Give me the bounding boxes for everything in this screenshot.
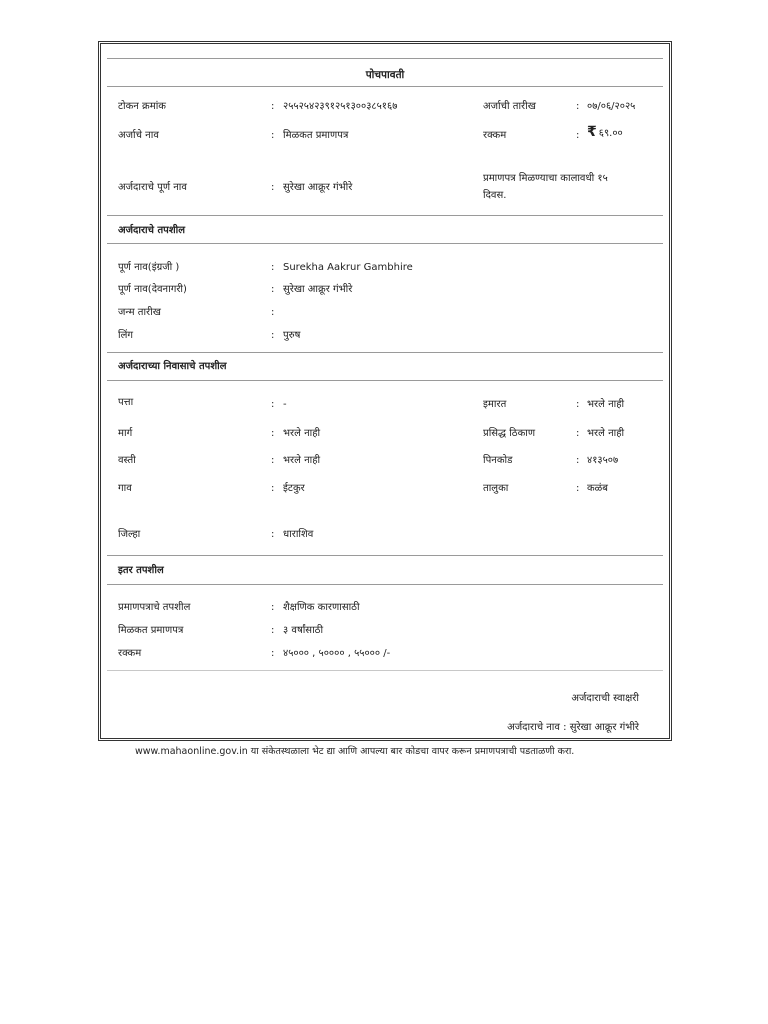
applicant-full-name-value: सुरेखा आक्रूर गंभीरे: [283, 182, 353, 193]
colon: :: [271, 330, 275, 341]
section-rule: [107, 243, 663, 244]
income-certificate-label: मिळकत प्रमाणपत्र: [118, 625, 184, 636]
village-value: ईटकुर: [283, 483, 305, 494]
application-name-value: मिळकत प्रमाणपत्र: [283, 130, 349, 141]
income-amount-value: ४५००० , ५०००० , ५५००० /-: [283, 648, 391, 659]
certificate-purpose-label: प्रमाणपत्राचे तपशील: [118, 602, 191, 613]
colon: :: [271, 399, 275, 410]
rupee-icon: ₹: [587, 124, 597, 140]
amount-figure: ६९.००: [598, 128, 623, 139]
verification-footer: www.mahaonline.gov.in या संकेतस्थळाला भेट द्या आणि आपल्या बार कोडचा वापर करून प्रमाणपत्राची पडताळणी करा.: [135, 746, 575, 757]
applicant-full-name-label: अर्जदाराचे पूर्ण नाव: [118, 182, 187, 193]
token-label: टोकन क्रमांक: [118, 101, 166, 112]
taluka-label: तालुका: [483, 483, 509, 494]
date-of-birth-label: जन्म तारीख: [118, 307, 161, 318]
landmark-value: भरले नाही: [587, 428, 625, 439]
amount-value: [587, 126, 623, 140]
taluka-value: कळंब: [587, 483, 608, 494]
section-rule: [107, 380, 663, 381]
colon: :: [576, 130, 580, 141]
locality-value: भरले नाही: [283, 455, 321, 466]
colon: :: [271, 284, 275, 295]
colon: :: [271, 625, 275, 636]
form-title: पोचपावती: [365, 69, 405, 81]
gender-label: लिंग: [118, 330, 133, 341]
building-label: इमारत: [483, 399, 507, 410]
name-english-label: पूर्ण नाव(इंग्रजी ): [118, 262, 180, 273]
colon: :: [271, 101, 275, 112]
section-rule: [107, 584, 663, 585]
colon: :: [271, 529, 275, 540]
colon: :: [271, 428, 275, 439]
certificate-period-line2: दिवस.: [483, 190, 507, 201]
income-amount-label: रक्कम: [118, 648, 142, 659]
name-devanagari-value: सुरेखा आक्रूर गंभीरे: [283, 284, 353, 295]
acknowledgement-form: [98, 41, 672, 741]
colon: :: [576, 101, 580, 112]
landmark-label: प्रसिद्ध ठिकाण: [483, 428, 536, 439]
building-value: भरले नाही: [587, 399, 625, 410]
applicant-signature-label: अर्जदाराची स्वाक्षरी: [571, 693, 639, 704]
section-heading-residence: अर्जदाराच्या निवासाचे तपशील: [118, 361, 227, 372]
certificate-purpose-value: शैक्षणिक कारणासाठी: [283, 602, 360, 613]
pincode-value: ४१३५०७: [587, 455, 619, 466]
colon: :: [271, 602, 275, 613]
colon: :: [271, 648, 275, 659]
colon: :: [271, 262, 275, 273]
colon: :: [576, 428, 580, 439]
application-date-value: ०७/०६/२०२५: [587, 101, 636, 112]
name-english-value: Surekha Aakrur Gambhire: [283, 262, 413, 273]
address-value: -: [283, 399, 287, 410]
district-value: धाराशिव: [283, 529, 314, 540]
road-label: मार्ग: [118, 428, 133, 439]
colon: :: [576, 399, 580, 410]
application-name-label: अर्जाचे नाव: [118, 130, 159, 141]
colon: :: [576, 483, 580, 494]
colon: :: [271, 182, 275, 193]
gender-value: पुरुष: [283, 330, 301, 341]
colon: :: [271, 483, 275, 494]
section-rule: [107, 352, 663, 353]
section-heading-applicant: अर्जदाराचे तपशील: [118, 225, 186, 236]
colon: :: [576, 455, 580, 466]
section-rule: [107, 555, 663, 556]
section-heading-other: इतर तपशील: [118, 565, 164, 576]
token-value: २५५२५४२३९१२५१३००३८५१६७: [283, 101, 398, 112]
locality-label: वस्ती: [118, 455, 136, 466]
district-label: जिल्हा: [118, 529, 141, 540]
colon: :: [271, 455, 275, 466]
certificate-period-line1: प्रमाणपत्र मिळण्याचा कालावधी १५: [483, 173, 608, 184]
section-rule: [107, 215, 663, 216]
address-label: पत्ता: [118, 397, 134, 408]
application-date-label: अर्जाची तारीख: [483, 101, 536, 112]
top-rule: [107, 58, 663, 59]
income-certificate-value: ३ वर्षांसाठी: [283, 625, 324, 636]
applicant-name-line: अर्जदाराचे नाव : सुरेखा आक्रूर गंभीरे: [507, 722, 639, 733]
village-label: गाव: [118, 483, 132, 494]
colon: :: [271, 130, 275, 141]
colon: :: [271, 307, 275, 318]
section-rule: [107, 670, 663, 671]
amount-label: रक्कम: [483, 130, 507, 141]
road-value: भरले नाही: [283, 428, 321, 439]
pincode-label: पिनकोड: [483, 455, 513, 466]
name-devanagari-label: पूर्ण नाव(देवनागरी): [118, 284, 187, 295]
title-rule: [107, 86, 663, 87]
